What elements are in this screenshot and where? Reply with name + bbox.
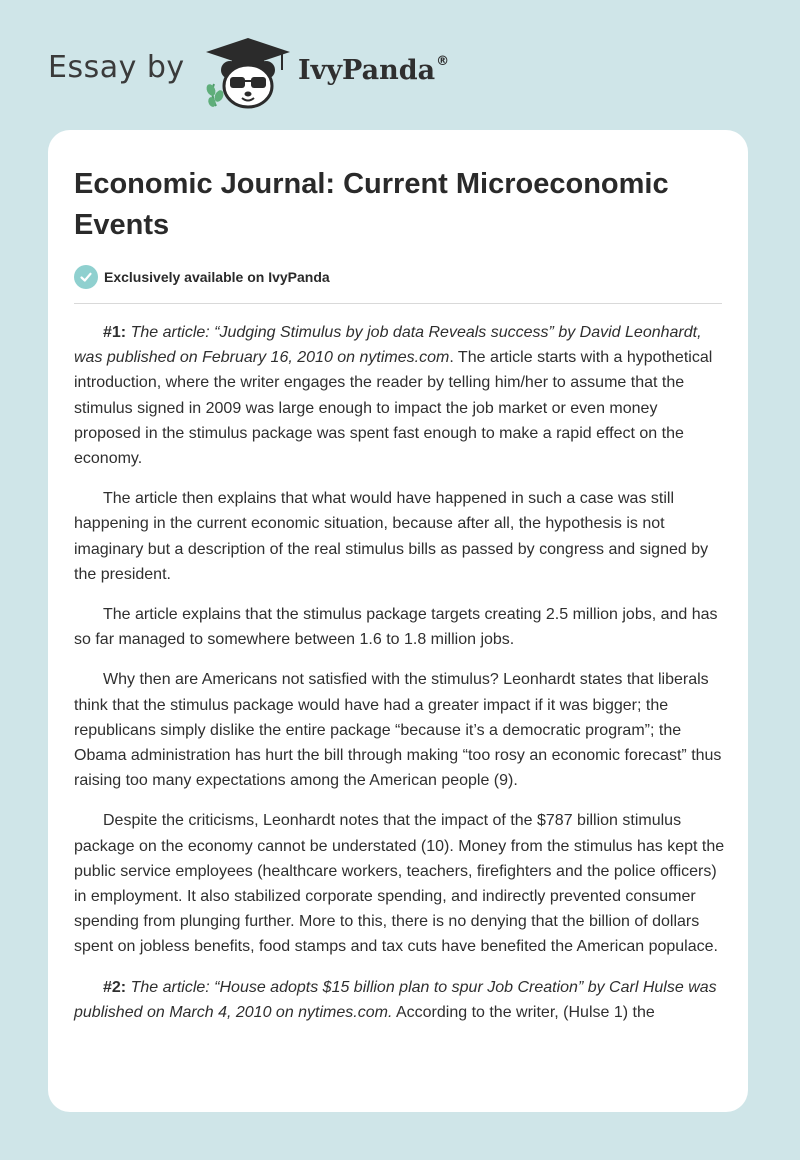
panda-logo-icon[interactable]	[202, 36, 294, 110]
paragraph-1	[74, 320, 726, 471]
exclusive-label: Exclusively available on IvyPanda	[104, 269, 330, 285]
paragraph-4	[74, 667, 726, 793]
essay-body	[74, 320, 726, 1040]
paragraph-2	[74, 486, 726, 587]
paragraph-citation: The article: “Judging Stimulus by job data Reveals success” by David Leonhardt, was published on February 16, 2010 on nytimes.com	[74, 324, 702, 367]
registered-mark: ®	[436, 54, 450, 69]
essay-by-label: Essay by	[48, 50, 185, 85]
check-icon	[74, 265, 98, 289]
essay-card	[48, 130, 748, 1112]
page-title: Economic Journal: Current Microeconomic Events	[74, 168, 669, 241]
brand-name[interactable]: IvyPanda®	[298, 54, 450, 86]
paragraph-label: #2:	[103, 978, 127, 996]
paragraph-text: According to the writer, (Hulse 1) the	[392, 1003, 655, 1021]
paragraph-label: #1:	[103, 324, 127, 341]
paragraph-citation: The article: “House adopts $15 billion plan to spur Job Creation” by Carl Hulse was published on March 4, 2010 on nytimes.com.	[74, 978, 717, 1021]
paragraph-text: The article then explains that what would have happened in such a case was still happening in the current economic situation, because after all, the hypothesis is not imaginary but a description of the real stimulus bills as passed by congress and signed by the president.	[74, 490, 709, 583]
paragraph-5	[74, 808, 726, 959]
divider	[74, 303, 722, 304]
site-header	[48, 36, 508, 112]
paragraph-text: . The article starts with a hypothetical introduction, where the writer engages the reader by telling him/her to assume that the stimulus signed in 2009 was large enough to impact the job market or even money proposed in the stimulus package was spent fast enough to make a rapid effect on the economy.	[74, 349, 713, 468]
paragraph-text: The article explains that the stimulus package targets creating 2.5 million jobs, and has so far managed to somewhere between 1.6 to 1.8 million jobs.	[74, 606, 718, 649]
paragraph-6	[74, 975, 726, 1025]
paragraph-text: Despite the criticisms, Leonhardt notes that the impact of the $787 billion stimulus package on the economy cannot be understated (10). Money from the stimulus has kept the public service employees (healthcare workers, teachers, firefighters and the police officers) in employment. It also stabilized corporate spending, and indirectly prevented consumer spending from plunging further. More to this, there is no denying that the billion of dollars spent on jobless benefits, food stamps and tax cuts have benefited the American populace.	[74, 812, 725, 956]
paragraph-text: Why then are Americans not satisfied with the stimulus? Leonhardt states that liberals think that the stimulus package would have had a greater impact if it was bigger; the republicans simply dislike the entire package “because it’s a democratic program”; the Obama administration has hurt the bill through making “too rosy an economic forecast” thus raising too many expectations among the American people (9).	[74, 671, 722, 790]
exclusive-badge	[74, 264, 330, 290]
paragraph-3	[74, 602, 726, 652]
